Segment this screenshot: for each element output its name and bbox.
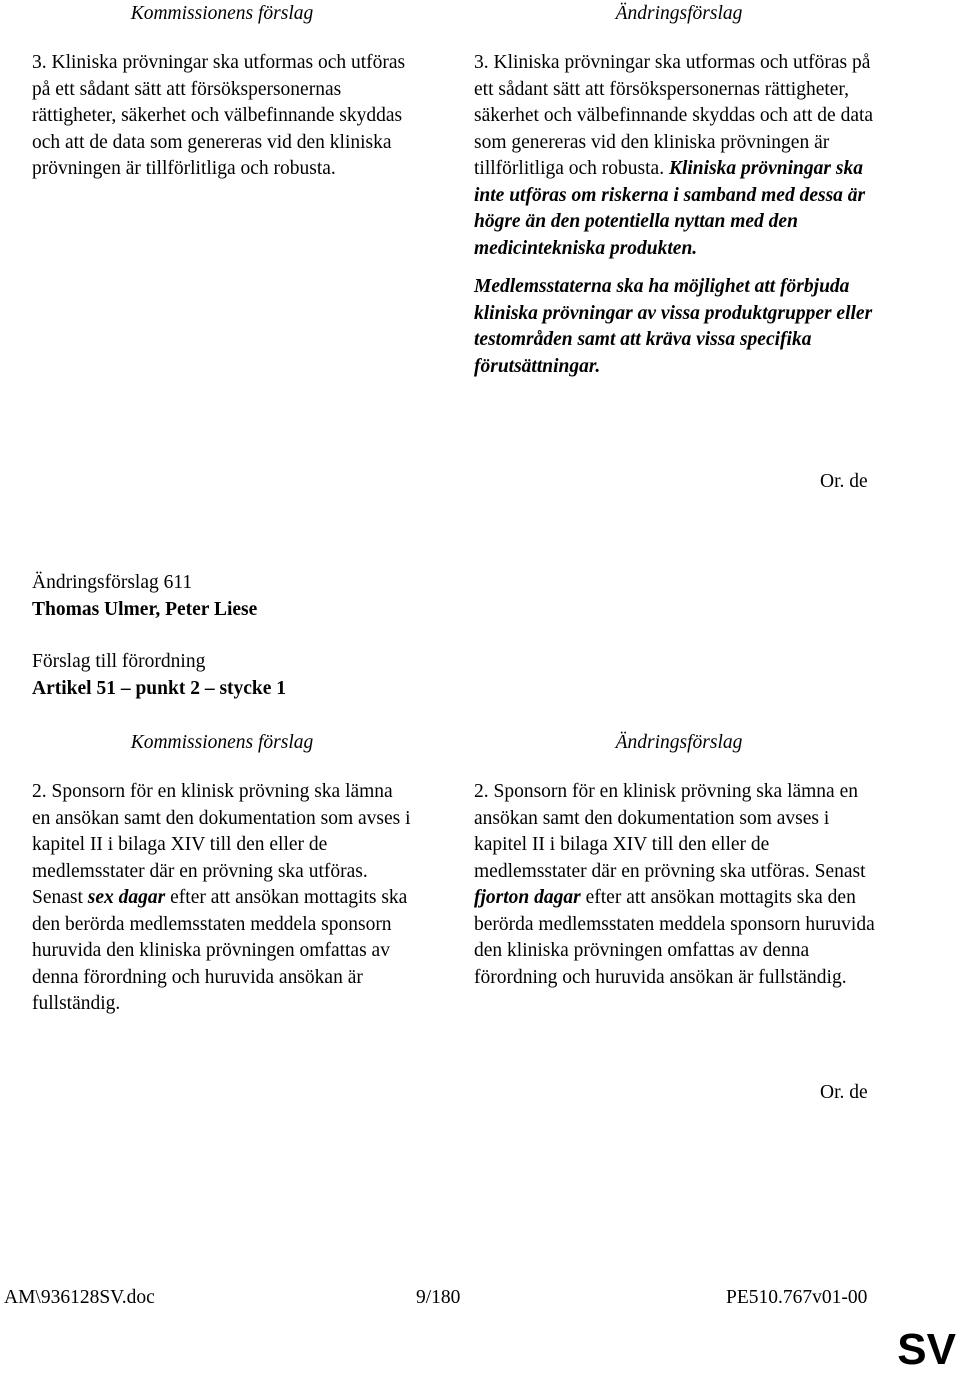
amendment-text-2 — [474, 779, 884, 991]
commission-paragraph-2: 2. Sponsorn för en klinisk prövning ska lämna en ansökan samt den dokumentation som avses i kapitel II i bilaga XIV till den eller de medlemsstater där en prövning ska utföras. Senast sex dagar efter att ansökan mottagits ska den berörda medlemsstaten meddela sponsorn huruvida den kliniska prövningen omfattas av denna förordning och huruvida ansökan är fullständig. — [32, 781, 411, 1014]
commission-highlight: sex dagar — [87, 887, 166, 908]
right-column-header: Ändringsförslag — [615, 3, 743, 24]
left-column-header: Kommissionens förslag — [130, 3, 314, 24]
amendment-authors: Thomas Ulmer, Peter Liese — [32, 598, 258, 620]
original-language-2: Or. de — [820, 1082, 868, 1103]
amendment-paragraph-2: 2. Sponsorn för en klinisk prövning ska lämna en ansökan samt den dokumentation som avses i kapitel II i bilaga XIV till den eller de medlemsstater där en prövning ska utföras. Senast fjorton dagar efter att ansökan mottagits ska den berörda medlemsstaten meddela sponsorn huruvida den kliniska prövningen omfattas av denna förordning och huruvida ansökan är fullständig. — [474, 781, 875, 988]
amendment-added-paragraph: Medlemsstaterna ska ha möjlighet att förbjuda kliniska prövningar av vissa produktgrupper eller testområden samt att kräva vissa specifika förutsättningar. — [474, 276, 873, 377]
commission-text-2 — [32, 779, 412, 1018]
amendment-paragraph — [474, 50, 884, 262]
footer-reference: PE510.767v01-00 — [726, 1287, 868, 1308]
original-language-1: Or. de — [820, 471, 868, 492]
article-reference: Artikel 51 – punkt 2 – stycke 1 — [32, 677, 287, 699]
amendment-added-text: Kliniska prövningar ska inte utföras om riskerna i samband med dessa är högre än den potentiella nyttan med den medicintekniska produkten. — [474, 158, 866, 259]
right-column-header-2: Ändringsförslag — [615, 732, 743, 753]
amendment-highlight: fjorton dagar — [474, 887, 581, 908]
footer-file-name: AM\936128SV.doc — [4, 1287, 155, 1308]
amendment-title: Ändringsförslag 611 — [32, 572, 193, 593]
left-column-header-2: Kommissionens förslag — [130, 732, 314, 753]
commission-paragraph: 3. Kliniska prövningar ska utformas och utföras på ett sådant sätt att försökspersonernas rättigheter, säkerhet och välbefinnande skyddas och att de data som genereras vid den kliniska prövningen är tillförlitliga och robusta. — [32, 52, 406, 179]
amendment-plain-text: 3. Kliniska prövningar ska utformas och utföras på ett sådant sätt att försökspersonernas rättigheter, säkerhet och välbefinnande skyddas och att de data som genereras vid den kliniska prövningen är tillförlitliga och robusta. — [474, 52, 874, 179]
footer-page-number: 9/180 — [416, 1287, 461, 1308]
amendment-text-1 — [474, 50, 884, 380]
language-code: SV — [897, 1325, 956, 1374]
amendment-heading — [32, 570, 732, 702]
proposal-title: Förslag till förordning — [32, 651, 206, 672]
commission-text-1 — [32, 50, 412, 183]
